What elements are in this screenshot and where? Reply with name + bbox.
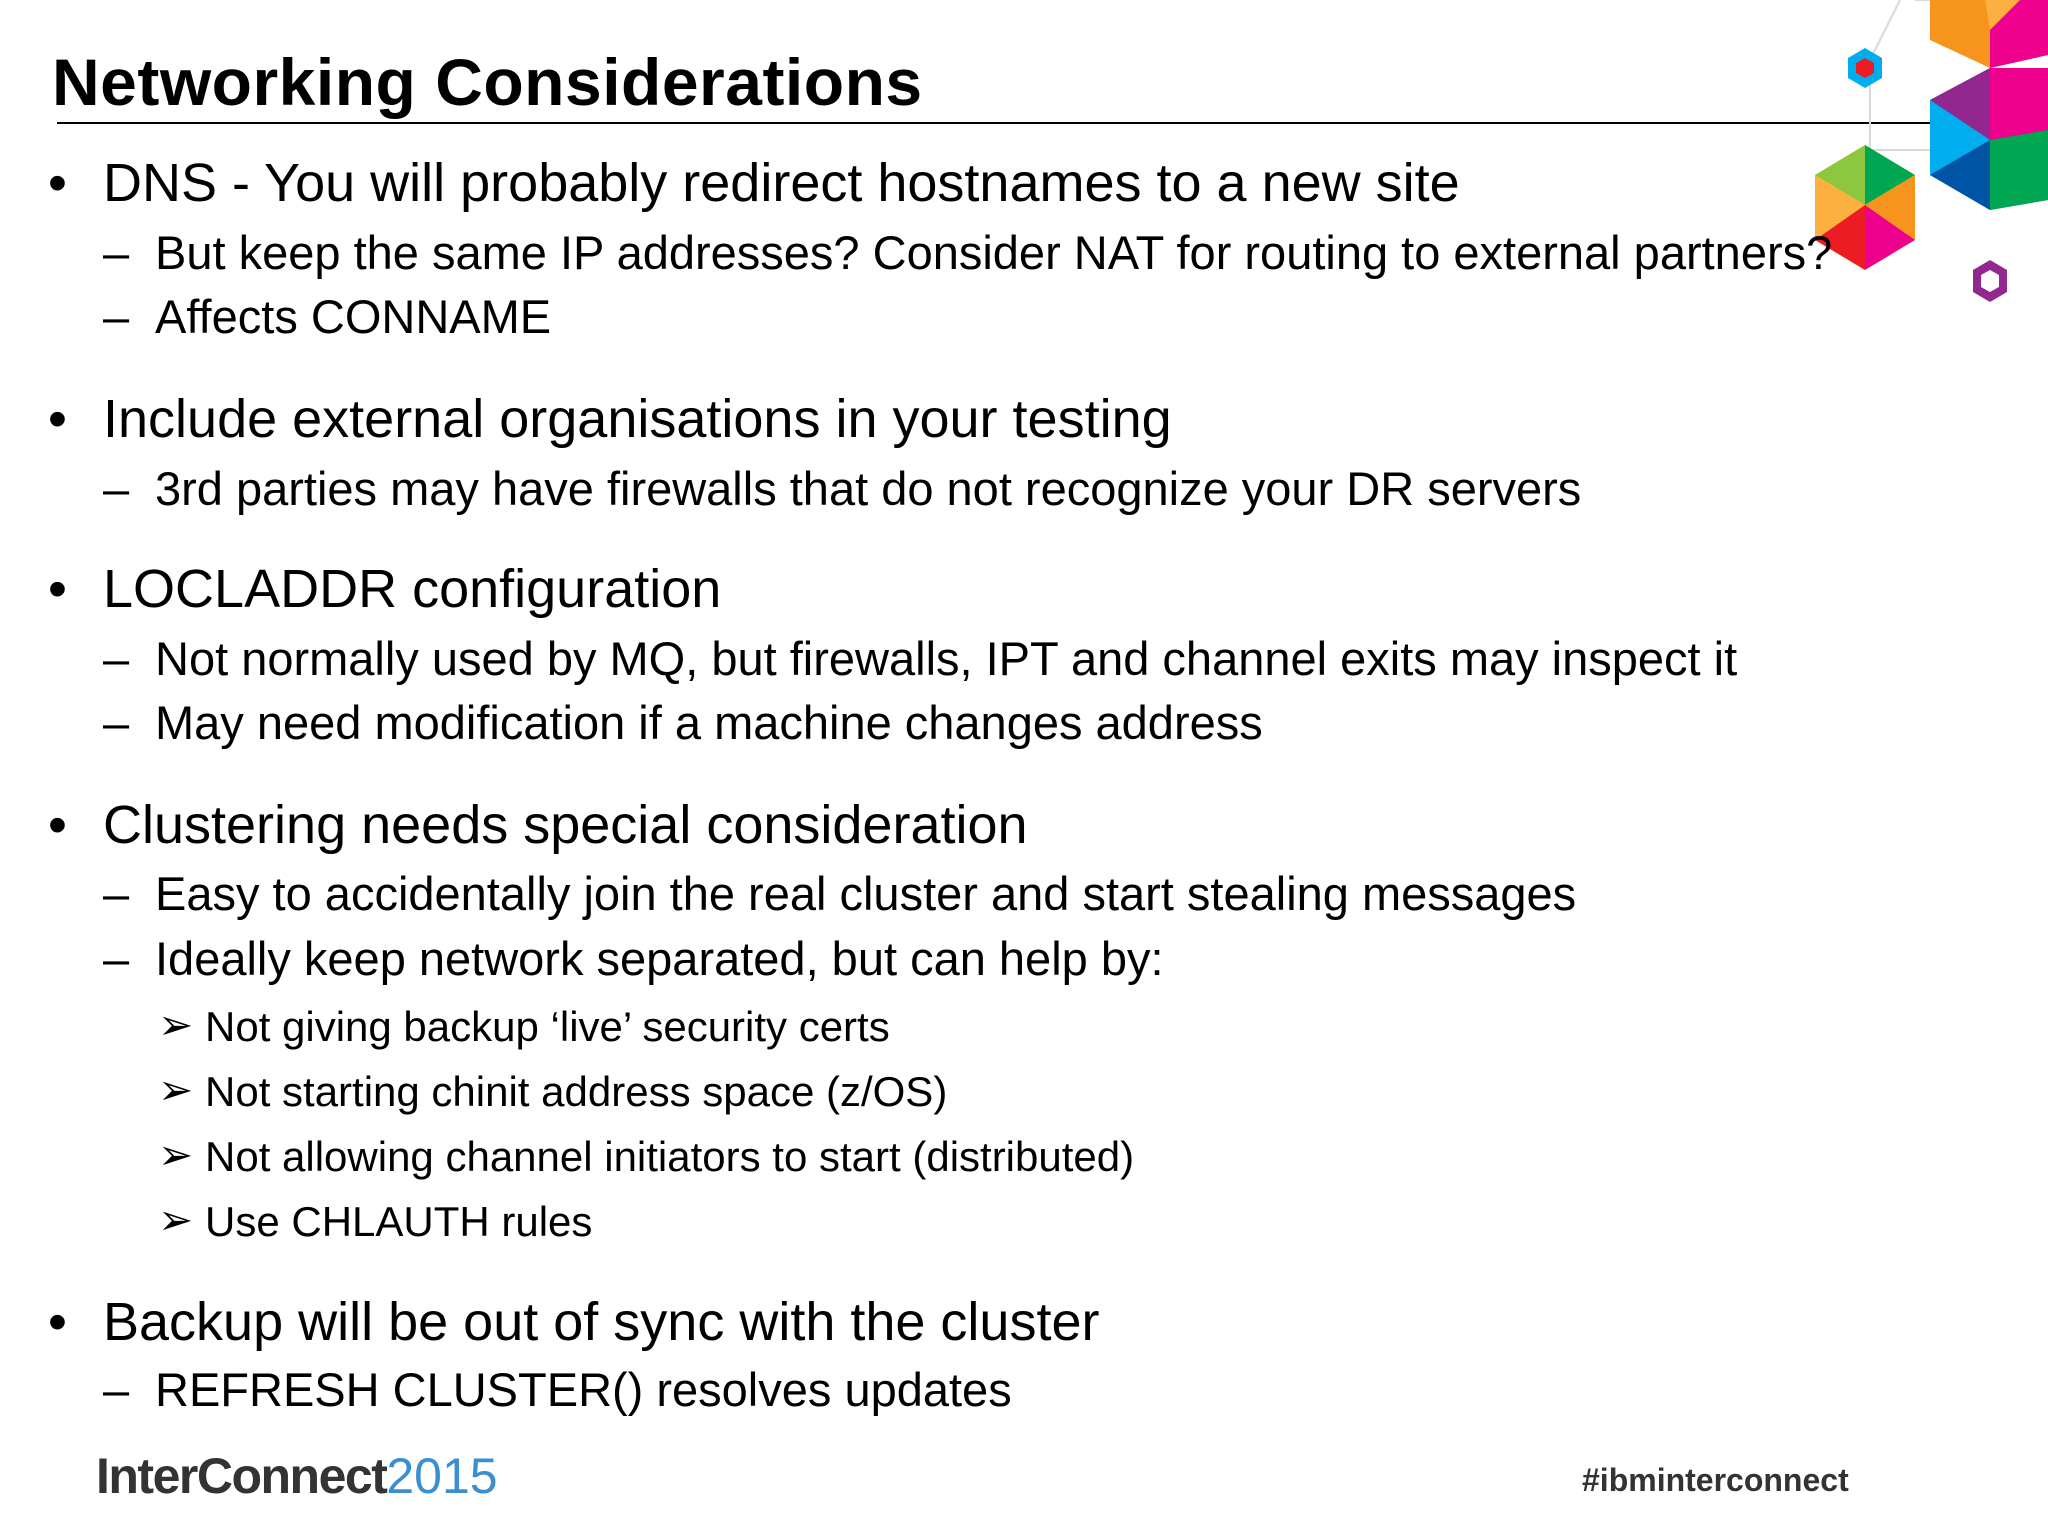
dash-marker: – — [103, 632, 130, 685]
sub-bullet-text: Ideally keep network separated, but can help by: — [155, 932, 1164, 985]
bullet-marker: • — [48, 389, 67, 449]
bullet-text: Clustering needs special consideration — [103, 795, 1028, 855]
arrow-bullet-icon: ➢ — [158, 1066, 194, 1113]
arrow-bullet-icon: ➢ — [158, 1196, 194, 1243]
bullet-text: LOCLADDR configuration — [103, 559, 722, 619]
dash-marker: – — [103, 696, 130, 749]
arrow-item-text: Use CHLAUTH rules — [205, 1198, 593, 1245]
sub-bullet-text: Not normally used by MQ, but firewalls, IPT and channel exits may inspect it — [155, 632, 1738, 685]
bullet-text: Include external organisations in your testing — [103, 389, 1172, 449]
sub-bullet-text: But keep the same IP addresses? Consider NAT for routing to external partners? — [155, 226, 1833, 279]
sub-bullet-text: May need modification if a machine changes address — [155, 696, 1263, 749]
bullet-marker: • — [48, 153, 67, 213]
sub-bullet-text: Easy to accidentally join the real cluster and start stealing messages — [155, 867, 1577, 920]
slide-title: Networking Considerations — [52, 45, 923, 119]
logo-year: 2015 — [386, 1448, 498, 1504]
sub-bullet-text: Affects CONNAME — [155, 290, 552, 343]
event-hashtag: #ibminterconnect — [1582, 1462, 1849, 1498]
bullet-marker: • — [48, 795, 67, 855]
arrow-item-text: Not starting chinit address space (z/OS) — [205, 1068, 948, 1115]
dash-marker: – — [103, 867, 130, 920]
sub-bullet-text: 3rd parties may have firewalls that do not recognize your DR servers — [155, 462, 1582, 515]
sub-bullet-text: REFRESH CLUSTER() resolves updates — [155, 1363, 1012, 1416]
dash-marker: – — [103, 462, 130, 515]
bullet-marker: • — [48, 1292, 67, 1352]
dash-marker: – — [103, 226, 130, 279]
interconnect-logo — [96, 1446, 498, 1506]
dash-marker: – — [103, 1363, 130, 1416]
dash-marker: – — [103, 290, 130, 343]
bullet-text: Backup will be out of sync with the cluster — [103, 1292, 1100, 1352]
logo-brand: InterConnect — [96, 1448, 387, 1504]
bullet-marker: • — [48, 559, 67, 619]
arrow-bullet-icon: ➢ — [158, 1131, 194, 1178]
arrow-item-text: Not giving backup ‘live’ security certs — [205, 1003, 890, 1050]
arrow-bullet-icon: ➢ — [158, 1001, 194, 1048]
bullet-text: DNS - You will probably redirect hostnames to a new site — [103, 153, 1460, 213]
arrow-item-text: Not allowing channel initiators to start (distributed) — [205, 1133, 1135, 1180]
dash-marker: – — [103, 932, 130, 985]
